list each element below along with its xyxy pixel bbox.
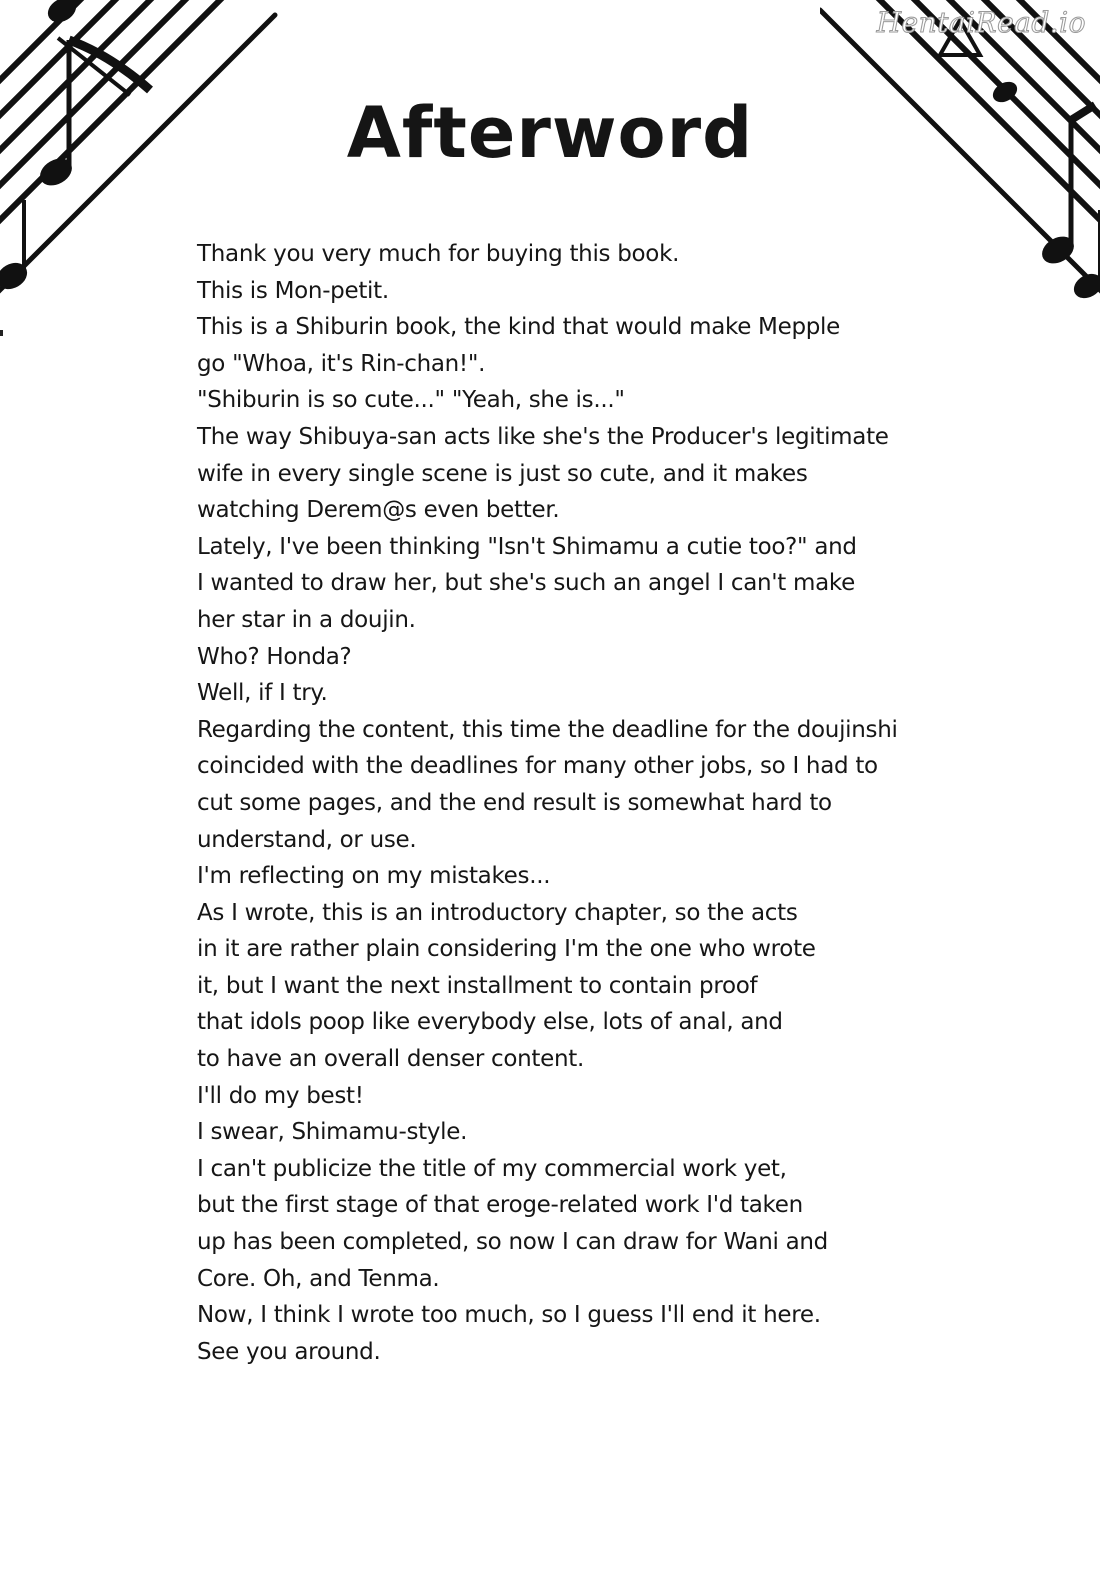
body-line: coincided with the deadlines for many other jobs, so I had to xyxy=(197,753,878,780)
body-line: Regarding the content, this time the deadline for the doujinshi xyxy=(197,716,898,743)
body-line: I wanted to draw her, but she's such an angel I can't make xyxy=(197,570,855,597)
body-line: Thank you very much for buying this book. xyxy=(197,241,680,267)
body-line: I swear, Shimamu-style. xyxy=(197,1119,468,1146)
body-line: Lately, I've been thinking "Isn't Shimamu a cutie too?" and xyxy=(197,533,857,560)
body-line: I'll do my best! xyxy=(197,1082,364,1109)
body-line: Who? Honda? xyxy=(197,643,352,670)
body-line: I can't publicize the title of my commercial work yet, xyxy=(197,1155,787,1182)
body-line: watching Derem@s even better. xyxy=(197,497,560,524)
watermark-text: HentaiRead.io xyxy=(876,6,1086,39)
body-line: Core. Oh, and Tenma. xyxy=(197,1265,440,1292)
page-title: Afterword xyxy=(346,92,754,174)
body-line: understand, or use. xyxy=(197,826,417,853)
body-line: go "Whoa, it's Rin-chan!". xyxy=(197,350,486,377)
body-line: Now, I think I wrote too much, so I guess I'll end it here. xyxy=(197,1302,821,1329)
body-line: The way Shibuya-san acts like she's the Producer's legitimate xyxy=(197,423,889,450)
body-line: that idols poop like everybody else, lots of anal, and xyxy=(197,1009,783,1036)
body-line: wife in every single scene is just so cute, and it makes xyxy=(197,460,808,487)
body-line: but the first stage of that eroge-related work I'd taken xyxy=(197,1192,803,1219)
body-line: As I wrote, this is an introductory chapter, so the acts xyxy=(197,899,798,926)
body-line: See you around. xyxy=(197,1338,381,1365)
body-line: Well, if I try. xyxy=(197,680,328,707)
body-line: it, but I want the next installment to contain proof xyxy=(197,972,758,999)
body-line: cut some pages, and the end result is somewhat hard to xyxy=(197,789,832,816)
body-line: in it are rather plain considering I'm the one who wrote xyxy=(197,936,816,963)
body-line: "Shiburin is so cute..." "Yeah, she is..." xyxy=(197,387,625,414)
body-line: I'm reflecting on my mistakes... xyxy=(197,863,551,890)
body-line: to have an overall denser content. xyxy=(197,1046,584,1073)
body-line: This is a Shiburin book, the kind that would make Mepple xyxy=(197,314,840,341)
body-line: up has been completed, so now I can draw for Wani and xyxy=(197,1229,828,1256)
body-line: This is Mon-petit. xyxy=(197,277,389,304)
body-line: her star in a doujin. xyxy=(197,606,416,633)
ink-speck xyxy=(0,330,3,336)
afterword-body xyxy=(197,236,937,1370)
